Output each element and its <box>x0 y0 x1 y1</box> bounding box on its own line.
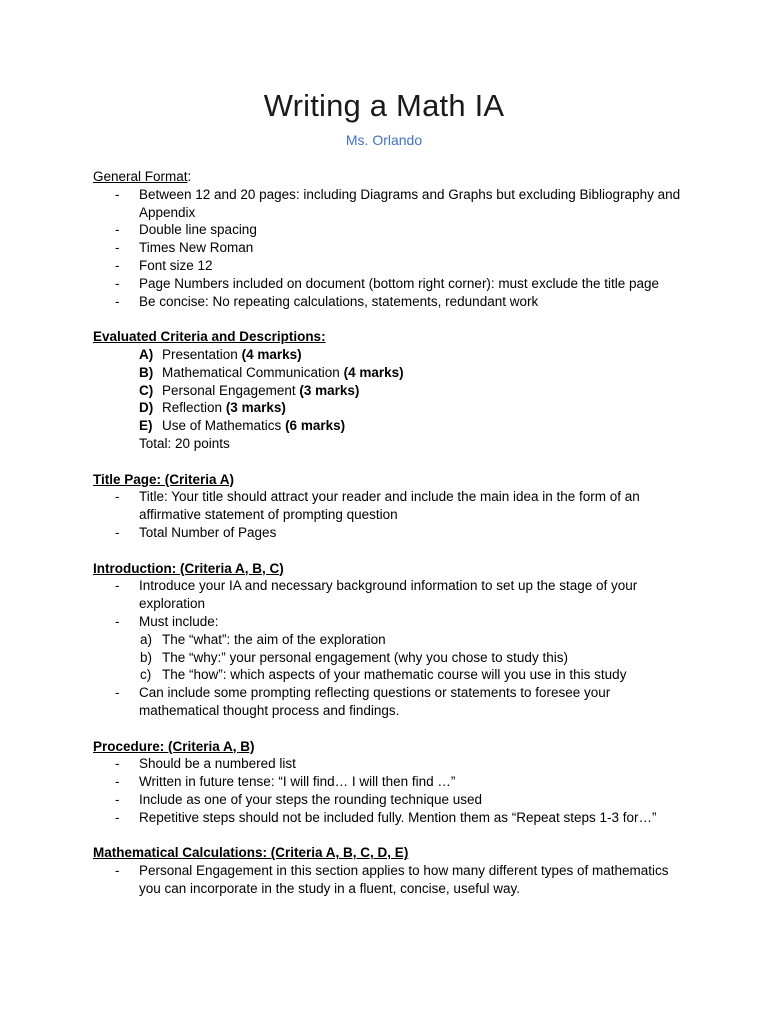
section-heading-procedure: Procedure: (Criteria A, B) <box>93 738 255 754</box>
title-page-list <box>93 488 693 541</box>
sub-list-item: b) The “why:” your personal engagement (why you chose to study this) <box>140 649 568 665</box>
criteria-item: C) Personal Engagement (3 marks) <box>139 382 360 398</box>
list-item: - Written in future tense: “I will find… I will then find …” <box>115 774 456 790</box>
list-item: - Be concise: No repeating calculations, statements, redundant work <box>115 293 539 309</box>
section-heading-introduction: Introduction: (Criteria A, B, C) <box>93 560 284 576</box>
document-title: Writing a Math IA <box>263 88 505 123</box>
criteria-item: A) Presentation (4 marks) <box>139 346 302 362</box>
section-heading-criteria: Evaluated Criteria and Descriptions: <box>93 329 326 345</box>
introduction-list <box>93 577 693 630</box>
criteria-item: B) Mathematical Communication (4 marks) <box>139 364 404 380</box>
section-heading-general-format: General Format: <box>93 169 192 184</box>
introduction-list-continued <box>93 684 693 720</box>
section-title-page <box>93 471 693 542</box>
document-author: Ms. Orlando <box>345 132 423 148</box>
list-item: - Font size 12 <box>115 257 213 273</box>
introduction-sublist <box>93 631 693 684</box>
list-item: - Repetitive steps should not be included fully. Mention them as “Repeat steps 1-3 for…” <box>115 809 657 825</box>
list-item: - Must include: <box>115 613 219 629</box>
list-item: - Should be a numbered list <box>115 756 296 772</box>
list-item: - Can include some prompting reflecting questions or statements to foresee your mathematical thought process and findings. <box>115 685 611 718</box>
document-body <box>93 168 693 915</box>
list-item: - Total Number of Pages <box>115 524 277 540</box>
section-introduction <box>93 560 693 720</box>
general-format-list <box>93 186 693 311</box>
list-item: - Times New Roman <box>115 240 254 256</box>
criteria-item: D) Reflection (3 marks) <box>139 400 286 416</box>
section-general-format <box>93 168 693 310</box>
section-calculations <box>93 844 693 897</box>
list-item: - Between 12 and 20 pages: including Diagrams and Graphs but excluding Bibliography and Appendix <box>115 186 681 220</box>
sub-list-item: a) The “what”: the aim of the exploration <box>140 631 386 647</box>
section-procedure <box>93 738 693 827</box>
section-criteria <box>93 328 693 453</box>
list-item: - Personal Engagement in this section applies to how many different types of mathematics you can incorporate in the study in a fluent, concise, useful way. <box>115 863 669 896</box>
section-heading-calculations: Mathematical Calculations: (Criteria A, B, C, D, E) <box>93 845 409 861</box>
calculations-list <box>93 862 693 898</box>
list-item: - Introduce your IA and necessary background information to set up the stage of your exploration <box>115 578 638 612</box>
sub-list-item: c) The “how”: which aspects of your mathematic course will you use in this study <box>140 667 627 683</box>
section-heading-title-page: Title Page: (Criteria A) <box>93 471 235 487</box>
criteria-list <box>93 346 693 435</box>
list-item: - Double line spacing <box>115 222 257 238</box>
list-item: - Include as one of your steps the rounding technique used <box>115 791 482 807</box>
criteria-total: Total: 20 points <box>139 435 230 451</box>
criteria-item: E) Use of Mathematics (6 marks) <box>139 418 346 434</box>
procedure-list <box>93 755 693 826</box>
list-item: - Title: Your title should attract your reader and include the main idea in the form of an affirmative statement of prompting question <box>115 489 640 523</box>
list-item: - Page Numbers included on document (bottom right corner): must exclude the title page <box>115 275 660 291</box>
